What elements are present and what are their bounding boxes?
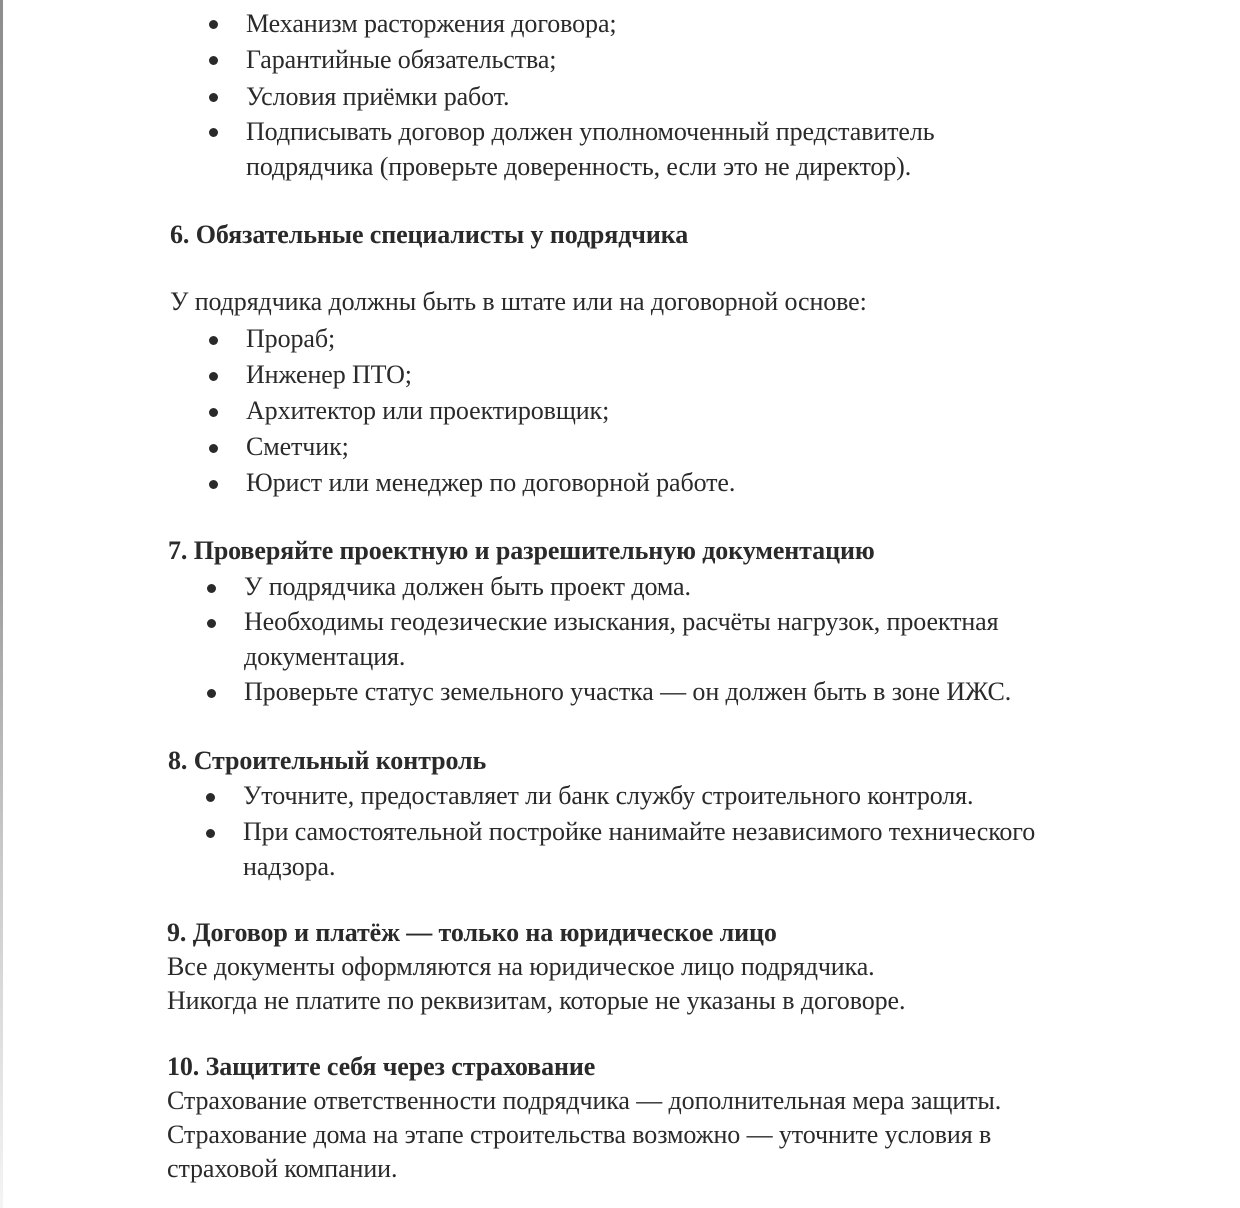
section-7-heading: 7. Проверяйте проектную и разрешительную документацию: [168, 536, 875, 565]
list-item: Сметчик;: [246, 432, 349, 461]
list-item: Условия приёмки работ.: [246, 82, 510, 111]
list-item: Подписывать договор должен уполномоченный представитель: [246, 117, 935, 146]
bullet-icon: [209, 372, 218, 381]
paragraph-line: страховой компании.: [167, 1154, 398, 1183]
bullet-icon: [209, 444, 218, 453]
list-item: Необходимы геодезические изыскания, расчёты нагрузок, проектная: [244, 607, 999, 636]
bullet-icon: [207, 689, 216, 698]
list-item: Юрист или менеджер по договорной работе.: [246, 468, 736, 497]
bullet-icon: [209, 128, 218, 137]
section-8-heading: 8. Строительный контроль: [168, 746, 487, 775]
list-item: Уточните, предоставляет ли банк службу строительного контроля.: [243, 781, 974, 810]
bullet-icon: [209, 336, 218, 345]
list-item-continuation: документация.: [244, 642, 406, 671]
bullet-icon: [209, 480, 218, 489]
bullet-icon: [209, 408, 218, 417]
section-6-intro: У подрядчика должны быть в штате или на договорной основе:: [170, 287, 867, 316]
paragraph-line: Страхование ответственности подрядчика — дополнительная мера защиты.: [167, 1086, 1002, 1115]
bullet-icon: [207, 584, 216, 593]
list-item-continuation: надзора.: [243, 852, 336, 881]
list-item: Прораб;: [246, 324, 336, 353]
list-item-continuation: подрядчика (проверьте доверенность, если это не директор).: [246, 152, 912, 181]
list-item: У подрядчика должен быть проект дома.: [244, 572, 691, 601]
list-item: Проверьте статус земельного участка — он должен быть в зоне ИЖС.: [244, 677, 1012, 706]
list-item: Инженер ПТО;: [246, 360, 412, 389]
paragraph-line: Никогда не платите по реквизитам, которые не указаны в договоре.: [167, 986, 906, 1015]
list-item: При самостоятельной постройке нанимайте независимого технического: [243, 817, 1036, 846]
bullet-icon: [209, 93, 218, 102]
bullet-icon: [206, 793, 215, 802]
bullet-icon: [206, 829, 215, 838]
bullet-icon: [209, 56, 218, 65]
paragraph-line: Все документы оформляются на юридическое лицо подрядчика.: [167, 952, 875, 981]
list-item: Механизм расторжения договора;: [246, 9, 617, 38]
bullet-icon: [209, 20, 218, 29]
section-6-heading: 6. Обязательные специалисты у подрядчика: [170, 220, 689, 249]
list-item: Архитектор или проектировщик;: [246, 396, 610, 425]
paragraph-line: Страхование дома на этапе строительства возможно — уточните условия в: [167, 1120, 992, 1149]
section-9-heading: 9. Договор и платёж — только на юридическое лицо: [167, 918, 777, 947]
section-10-heading: 10. Защитите себя через страхование: [167, 1052, 596, 1081]
bullet-icon: [207, 619, 216, 628]
list-item: Гарантийные обязательства;: [246, 45, 557, 74]
